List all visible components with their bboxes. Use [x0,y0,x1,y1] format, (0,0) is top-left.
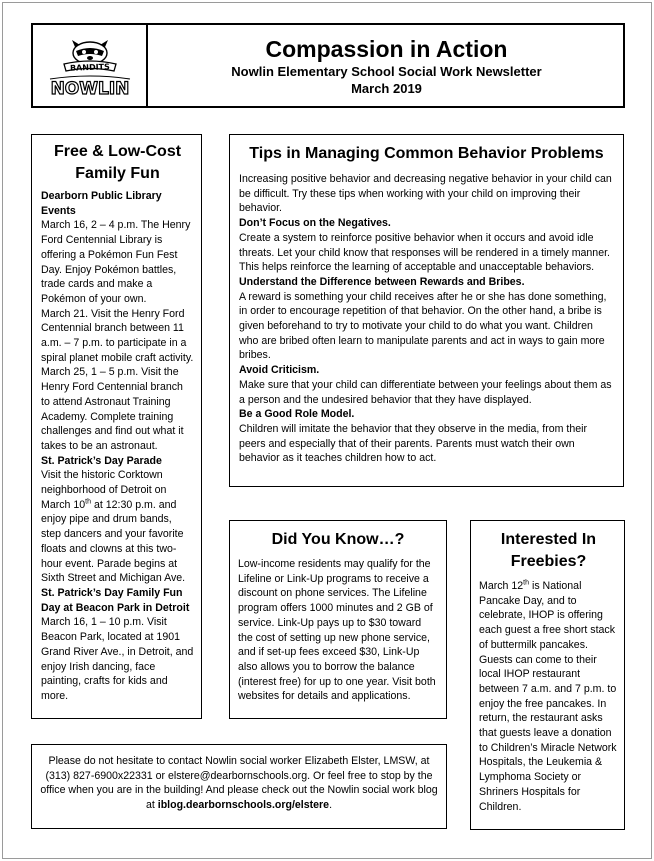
freebies-title [479,529,618,573]
bandits-logo [42,39,138,101]
family-fun-title-line2: Family Fun [75,165,160,182]
family-fun-title [41,141,194,185]
family-fun-title-line1: Free & Low-Cost [53,143,182,160]
family-fun-section [31,134,202,719]
header-text [150,25,623,97]
tips-section [229,134,624,487]
newsletter-date: March 2019 [351,81,422,96]
freebies-section [470,520,625,830]
newsletter-subtitle: Nowlin Elementary School Social Work Newsletter [231,64,542,79]
newsletter-header [31,23,625,108]
event-paragraph [41,468,194,586]
freebies-title-line2: Freebies? [510,553,587,570]
superscript: th [523,579,530,587]
event-paragraph: March 21. Visit the Henry Ford Centennial branch between 11 a.m. – 7 p.m. to participate in a spiral planet mobile craft activity. [41,307,194,364]
tip-text: Make sure that your child can differentiate between your feelings about them as a person and the undesired behavior that they have displayed. [239,378,612,406]
logo-cell [33,25,148,106]
freebies-text-part: March 12 [479,580,524,592]
tips-title: Tips in Managing Common Behavior Problems [249,145,604,162]
tip-text: Children will imitate the behavior that they observe in the media, from their peers and especially that of their parents. Parents must watch their own behavior as it teaches children how to act. [239,422,587,465]
blog-link[interactable]: iblog.dearbornschools.org/elstere [157,799,330,812]
svg-text:BANDITS: BANDITS [69,62,110,73]
tip-heading: Avoid Criticism. [239,364,320,377]
contact-text [40,754,438,813]
contact-end: . [329,799,333,812]
did-you-know-title: Did You Know…? [271,531,405,548]
event-text: at 12:30 p.m. and enjoy pipe and drum bands, step dancers and your favorite floats and clowns at this two-hour event. Parade begins at Sixth Street and Michigan Ave. [41,498,186,585]
svg-text:NOWLIN: NOWLIN [50,79,130,99]
event-heading: St. Patrick’s Day Family Fun Day at Beacon Park in Detroit [41,586,190,614]
tip-heading: Be a Good Role Model. [239,408,355,421]
did-you-know-text: Low-income residents may qualify for the Lifeline or Link-Up programs to receive a discount on phone services. The Lifeline program offers 1000 minutes and 2 GB of service. Link-Up pays up to $30 toward the cost of setting up new phone service, and if set-up fees exceed $30, Link-Up also allows you to borrow the balance (interest free) for up to one year. Visit both websites for details and applications. [238,558,436,703]
event-heading: St. Patrick’s Day Parade [41,454,162,467]
newsletter-title: Compassion in Action [265,36,508,62]
event-paragraph: March 25, 1 – 5 p.m. Visit the Henry Ford Centennial branch to attend Astronaut Training Academy. Complete training challenges and find out what it takes to be an astronaut. [41,366,184,452]
event-heading: Dearborn Public Library Events [41,190,162,217]
tip-heading: Understand the Difference between Rewards and Bribes. [239,275,525,288]
event-paragraph: March 16, 1 – 10 p.m. Visit Beacon Park, located at 1901 Grand River Ave., in Detroit, and enjoy Irish dancing, face painting, crafts for kids and more. [41,616,194,702]
did-you-know-section [229,520,447,719]
superscript: th [85,498,92,506]
freebies-text [479,579,618,814]
event-text: Visit the historic Corktown neighborhood of Detroit on March 10 [41,469,167,511]
tip-heading: Don’t Focus on the Negatives. [239,217,391,230]
tip-text: A reward is something your child receives after he or she has done something, in order to encourage repetition of that behavior. On the other hand, a bribe is given beforehand to try to motivate your child to do what you want. Children who are bribed often learn to manipulate parents and act in ways to gain more bribes. [239,290,607,362]
freebies-text-part: is National Pancake Day, and to celebrate, IHOP is offering each guest a free short stack of buttermilk pancakes. Guests can come to their local IHOP restaurant between 7 a.m. and 7 p.m. to enjoy the free pancakes. In return, the restaurant asks that guests leave a donation to Children’s Miracle Network Hospitals, the Leukemia & Lymphoma Society or Shriners Hospitals for Children. [479,580,617,813]
freebies-title-line1: Interested In [500,531,597,548]
event-paragraph: March 16, 2 – 4 p.m. The Henry Ford Centennial Library is offering a Pokémon Fun Fest Day. Enjoy Pokémon battles, trade cards and make a Pokémon of your own. [41,219,191,305]
tip-text: Create a system to reinforce positive behavior when it occurs and avoid idle threats. Let your child know that responses will be rendered in a timely manner. This helps reinforce the learning of acceptable and unacceptable behaviors. [239,231,610,274]
contact-body: Please do not hesitate to contact Nowlin social worker Elizabeth Elster, LMSW, at (313) 827-6900x22331 or elstere@dearbornschools.org. Or feel free to stop by the office when you are in the building! And please check out the Nowlin social work blog at [40,755,438,812]
tips-intro: Increasing positive behavior and decreasing negative behavior in your child can be difficult. Try these tips when working with your child on improving their behavior. [239,173,612,215]
contact-section [31,744,447,829]
